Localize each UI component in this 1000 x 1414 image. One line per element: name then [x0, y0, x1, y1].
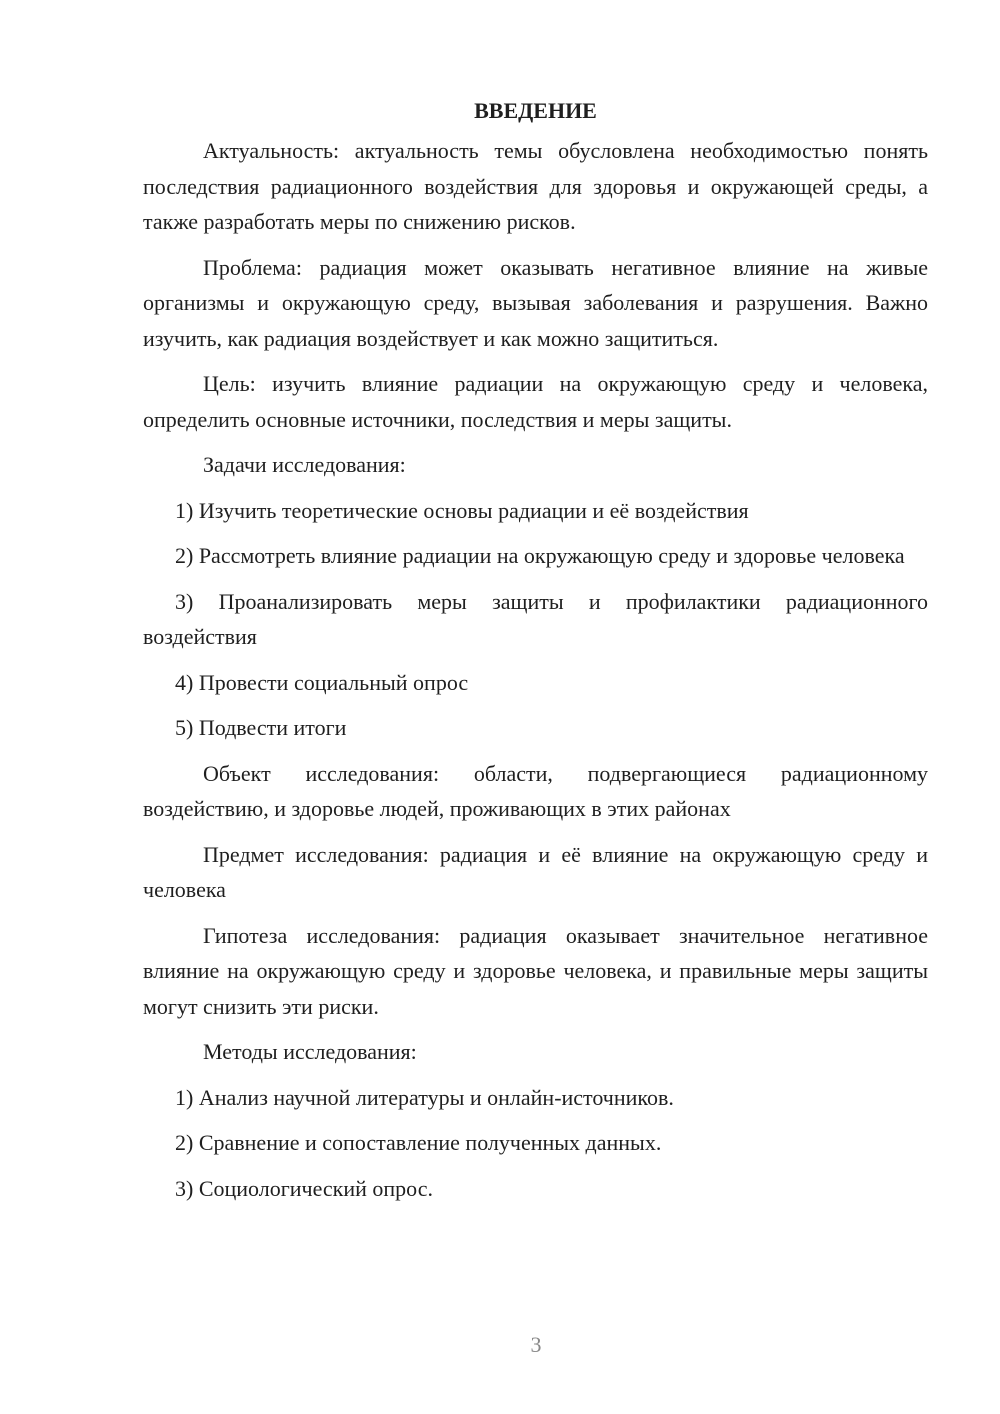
problem-paragraph: Проблема: радиация может оказывать негативное влияние на живые организмы и окружающую среду, вызывая заболевания и разрушения. Важно изучить, как радиация воздействует и как можно защититься.	[143, 254, 928, 351]
methods-heading: Методы исследования:	[203, 1039, 417, 1064]
method-item-1: 1) Анализ научной литературы и онлайн-источников.	[175, 1084, 674, 1110]
method-item-2: 2) Сравнение и сопоставление полученных данных.	[175, 1130, 662, 1155]
method-item-3: 3) Социологический опрос.	[175, 1175, 433, 1201]
page-title: ВВЕДЕНИЕ	[474, 98, 597, 123]
goal-paragraph: Цель: изучить влияние радиации на окружающую среду и человека, определить основные источники, последствия и меры защиты.	[143, 371, 928, 432]
task-item-4: 4) Провести социальный опрос	[175, 669, 469, 695]
task-item-3: 3) Проанализировать меры защиты и профилактики радиационного воздействия	[143, 588, 928, 649]
subject-paragraph: Предмет исследования: радиация и её влияние на окружающую среду и человека	[143, 841, 928, 902]
task-item-1: 1) Изучить теоретические основы радиации и её воздействия	[175, 497, 749, 523]
relevance-paragraph: Актуальность: актуальность темы обусловлена необходимостью понять последствия радиационного воздействия для здоровья и окружающей среды, а также разработать меры по снижению рисков.	[143, 138, 928, 234]
hypothesis-paragraph: Гипотеза исследования: радиация оказывает значительное негативное влияние на окружающую среду и здоровье человека, и правильные меры защиты могут снизить эти риски.	[143, 922, 928, 1019]
document-page	[143, 93, 928, 1216]
task-item-2: 2) Рассмотреть влияние радиации на окружающую среду и здоровье человека	[175, 543, 905, 568]
page-number: 3	[530, 1332, 542, 1357]
object-paragraph: Объект исследования: области, подвергающиеся радиационному воздействию, и здоровье людей, проживающих в этих районах	[143, 760, 928, 821]
task-item-5: 5) Подвести итоги	[175, 715, 347, 740]
tasks-heading: Задачи исследования:	[203, 452, 406, 477]
